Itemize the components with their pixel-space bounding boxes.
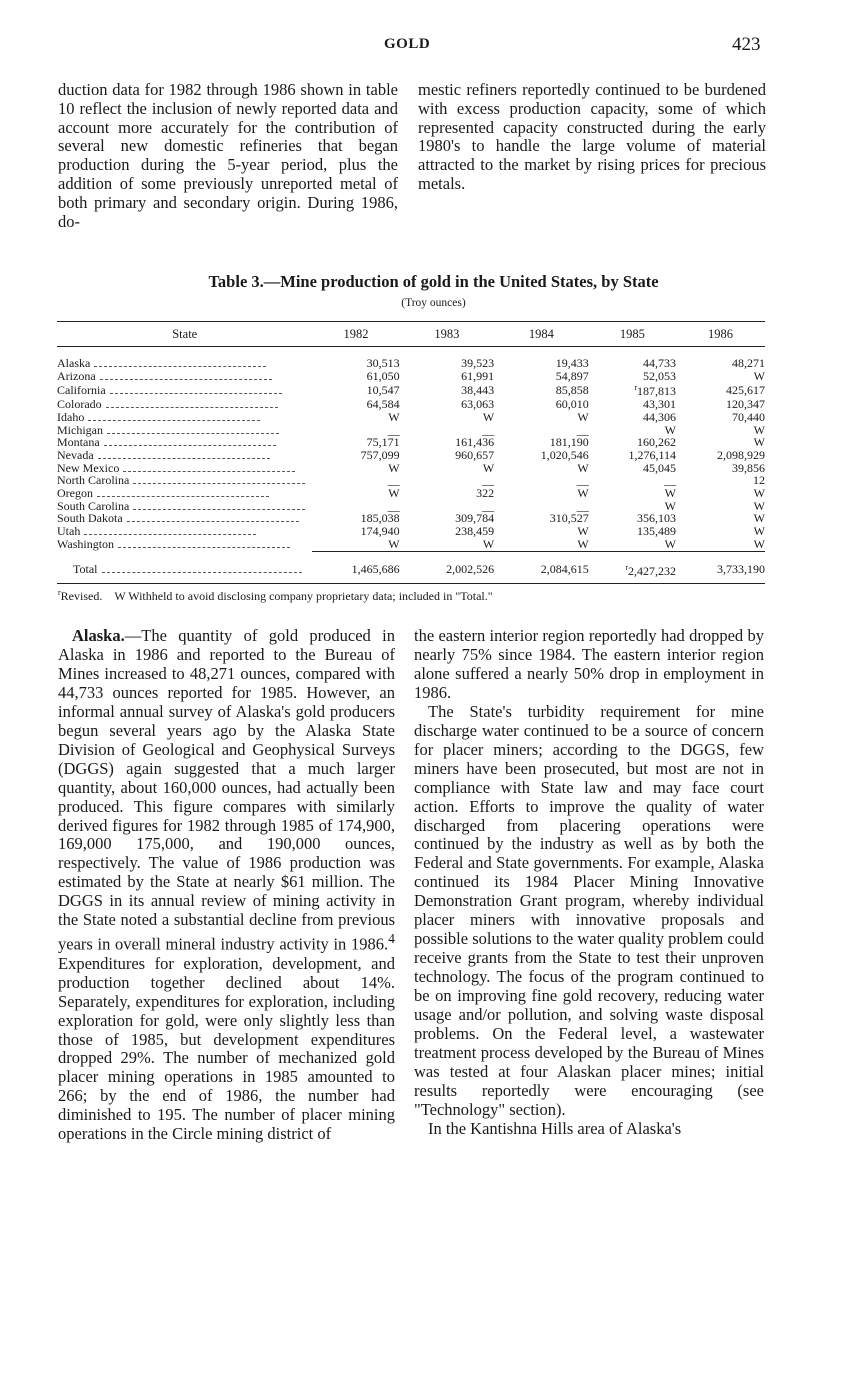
value-cell: 12 <box>753 473 765 488</box>
paragraph: duction data for 1982 through 1986 shown in table 10 reflect the inclusion of newly reported data and account more accurately for the contribution of several new domestic refineries that began production during the 5-year period, plus the addition of some previously unreported metal of both primary and secondary origin. During 1986, do- <box>58 80 398 231</box>
value-cell: 61,991 <box>461 368 495 383</box>
state-cell: Michigan <box>57 424 312 437</box>
value-cell: W <box>753 511 765 526</box>
value-cell: __ <box>482 422 495 437</box>
running-head <box>0 34 867 58</box>
paragraph: The State's turbidity requirement for mine discharge water continued to be a source of concern for placer miners; according to the DGGS, few miners have been prosecuted, but most are not in compliance with State law and may face court action. Efforts to improve the quality of water discharged from placering operations were continued by the industry as well as by both the Federal and State governments. For example, Alaska continued its 1984 Placer Mining Innovative Demonstration Grant program, whereby individual placer miners with innovative proposals and possible solutions to the water quality problem could receive grants from the State to test their unproven technology. The focus of the program continued to be on improving fine gold recovery, reducing water usage and/or pollution, and solving waste disposal problems. On the Federal level, a wastewater treatment process developed by the Bureau of Mines was tested at four Alaskan placer mines; initial results reportedly were encouraging (see "Technology" section). <box>414 701 764 1119</box>
header-1986: 1986 <box>676 322 765 347</box>
table-body <box>57 347 765 552</box>
value-cell: W <box>664 486 676 501</box>
gold-production-table <box>57 321 765 584</box>
total-1985: $^r$2,427,232 <box>589 551 676 577</box>
value-cell: W <box>388 409 400 424</box>
value-cell: 425,617 <box>726 382 765 397</box>
value-cell: 44,306 <box>643 409 676 424</box>
value-cell: 1,276,114 <box>628 447 676 462</box>
value-cell: W <box>664 536 676 551</box>
state-cell: Arizona <box>57 370 312 383</box>
table-header-row <box>57 322 765 347</box>
value-cell: W <box>753 524 765 539</box>
value-cell: W <box>753 435 765 450</box>
value-cell: 1,020,546 <box>540 447 589 462</box>
value-cell: W <box>577 460 589 475</box>
value-cell: 10,547 <box>366 382 400 397</box>
value-cell: 45,045 <box>643 460 676 475</box>
bottom-left-column <box>58 627 395 1144</box>
value-cell: W <box>577 536 589 551</box>
value-cell: W <box>753 486 765 501</box>
table-row <box>57 474 765 487</box>
table-row <box>57 382 765 398</box>
total-1982: 1,465,686 <box>312 551 399 577</box>
value-cell: __ <box>576 422 589 437</box>
value-cell: __ <box>482 473 495 488</box>
value-cell: 181,190 <box>549 435 589 450</box>
value-cell: W <box>664 422 676 437</box>
alaska-paragraph: Alaska.—The quantity of gold produced in Alaska in 1986 and reported to the Bureau of Mines increased to 48,271 ounces, compared with 44,733 ounces reported for 1985. However, an informal annual survey of Alaska's gold producers begun several years ago by the Alaska State Division of Geological and Geophysical Surveys (DGGS) again suggested that a much larger quantity, about 160,000 ounces, had actually been produced. This figure compares with similarly derived figures for 1982 through 1985 of 174,900, 169,000 175,000, and 190,000 ounces, respectively. The value of 1986 production was estimated by the State at nearly $61 million. The DGGS in its annual review of mining activity in the State noted a substantial decline from previous years in overall mineral industry activity in 1986.$^4$ Expenditures for exploration, development, and production together declined about 14%. Separately, expenditures for exploration, including exploration for gold, were only slightly less than those of 1985, but development expenditures dropped 29%. The number of mechanized gold placer mining operations in 1985 amounted to 266; by the end of 1986, the number had diminished to 195. The number of placer mining operations in the Circle mining district of <box>58 626 395 1144</box>
table-row <box>57 487 765 500</box>
value-cell: __ <box>482 498 495 513</box>
table-title: Table 3.—Mine production of gold in the United States, by State <box>208 272 659 291</box>
value-cell: 2,098,929 <box>717 447 765 462</box>
state-cell: Alaska <box>57 347 312 370</box>
value-cell: 161,436 <box>455 435 495 450</box>
value-cell: W <box>577 486 589 501</box>
table-row <box>57 347 765 370</box>
table-row <box>57 370 765 383</box>
value-cell: W <box>482 409 495 424</box>
value-cell: 19,433 <box>555 356 589 370</box>
value-cell: 309,784 <box>455 511 495 526</box>
value-cell: W <box>753 498 765 513</box>
state-cell: North Carolina <box>57 474 312 487</box>
table-row <box>57 462 765 475</box>
value-cell: 30,513 <box>366 356 400 370</box>
state-cell: California <box>57 382 312 398</box>
value-cell: 70,440 <box>732 409 765 424</box>
state-cell: Washington <box>57 538 312 551</box>
value-cell: 39,856 <box>732 460 765 475</box>
value-cell: 75,171 <box>366 435 400 450</box>
section-lead: Alaska. <box>72 626 125 645</box>
total-label: Total <box>57 551 312 577</box>
value-cell: 185,038 <box>360 511 400 526</box>
state-cell: Idaho <box>57 411 312 424</box>
value-cell: __ <box>664 473 676 488</box>
value-cell: 160,262 <box>637 435 676 450</box>
header-state: State <box>57 322 312 347</box>
footnote-ref: 4 <box>388 931 395 947</box>
table-row <box>57 538 765 551</box>
total-1984: 2,084,615 <box>494 551 589 577</box>
value-cell: __ <box>576 498 589 513</box>
value-cell: W <box>753 536 765 551</box>
state-cell: Nevada <box>57 449 312 462</box>
value-cell: 61,050 <box>366 368 400 383</box>
state-cell: New Mexico <box>57 462 312 475</box>
paragraph: In the Kantishna Hills area of Alaska's <box>428 1118 682 1138</box>
top-right-column <box>418 81 766 194</box>
value-cell: W <box>388 536 400 551</box>
value-cell: __ <box>576 473 589 488</box>
state-cell: Montana <box>57 436 312 449</box>
value-cell: 356,103 <box>637 511 676 526</box>
total-1983: 2,002,526 <box>400 551 495 577</box>
value-cell: W <box>753 422 765 437</box>
value-cell: 52,053 <box>643 368 676 383</box>
value-cell: __ <box>387 422 400 437</box>
paragraph: mestic refiners reportedly continued to be burdened with excess production capacity, some of which represented capacity constructed during the early 1980's to handle the large volume of material attracted to the market by rising prices for precious metals. <box>418 80 766 193</box>
table-bottom-rule <box>57 577 765 584</box>
state-cell: South Dakota <box>57 512 312 525</box>
value-cell: __ <box>387 473 400 488</box>
value-cell: 54,897 <box>555 368 589 383</box>
state-cell: Utah <box>57 525 312 538</box>
value-cell: 63,063 <box>461 397 495 412</box>
value-cell: 322 <box>476 486 495 501</box>
table-subtitle: (Troy ounces) <box>401 297 466 309</box>
value-cell: 60,010 <box>555 397 589 412</box>
top-left-column <box>58 81 398 231</box>
value-cell: W <box>388 460 400 475</box>
value-cell: 44,733 <box>643 356 676 370</box>
value-cell: W <box>482 460 495 475</box>
header-1985: 1985 <box>589 322 676 347</box>
value-cell: 238,459 <box>455 524 495 539</box>
value-cell: W <box>577 409 589 424</box>
value-cell: W <box>388 486 400 501</box>
value-cell: W <box>753 368 765 383</box>
page-number: 423 <box>732 34 761 55</box>
value-cell: 310,527 <box>549 511 589 526</box>
value-cell: W <box>577 524 589 539</box>
value-cell: 960,657 <box>455 447 495 462</box>
state-cell: Colorado <box>57 398 312 411</box>
state-cell: South Carolina <box>57 500 312 513</box>
value-cell: 39,523 <box>461 356 495 370</box>
header-1983: 1983 <box>400 322 495 347</box>
value-cell: 85,858 <box>555 382 589 397</box>
value-cell: 135,489 <box>637 524 676 539</box>
table-footnote: $^r$Revised. W Withheld to avoid disclosing company proprietary data; included in "Total." <box>58 588 493 603</box>
value-cell: W <box>664 498 676 513</box>
total-1986: 3,733,190 <box>676 551 765 577</box>
state-cell: Oregon <box>57 487 312 500</box>
value-cell: $^r$187,813 <box>634 383 676 399</box>
value-cell: 64,584 <box>366 397 400 412</box>
paragraph: the eastern interior region reportedly had dropped by nearly 75% since 1984. The eastern interior region alone suffered a nearly 50% drop in employment in 1986. <box>414 626 764 702</box>
value-cell: 120,347 <box>726 397 765 412</box>
value-cell: 43,301 <box>643 397 676 412</box>
value-cell: 38,443 <box>461 382 495 397</box>
value-cell: 174,940 <box>360 524 400 539</box>
value-cell: 757,099 <box>360 447 400 462</box>
value-cell: 48,271 <box>732 356 765 370</box>
value-cell: W <box>482 536 495 551</box>
table-row <box>57 525 765 538</box>
header-1984: 1984 <box>494 322 589 347</box>
value-cell: __ <box>387 498 400 513</box>
running-title: GOLD <box>384 36 431 52</box>
bottom-right-column <box>414 627 764 1139</box>
header-1982: 1982 <box>312 322 399 347</box>
total-row <box>57 551 765 577</box>
table-row <box>57 411 765 424</box>
